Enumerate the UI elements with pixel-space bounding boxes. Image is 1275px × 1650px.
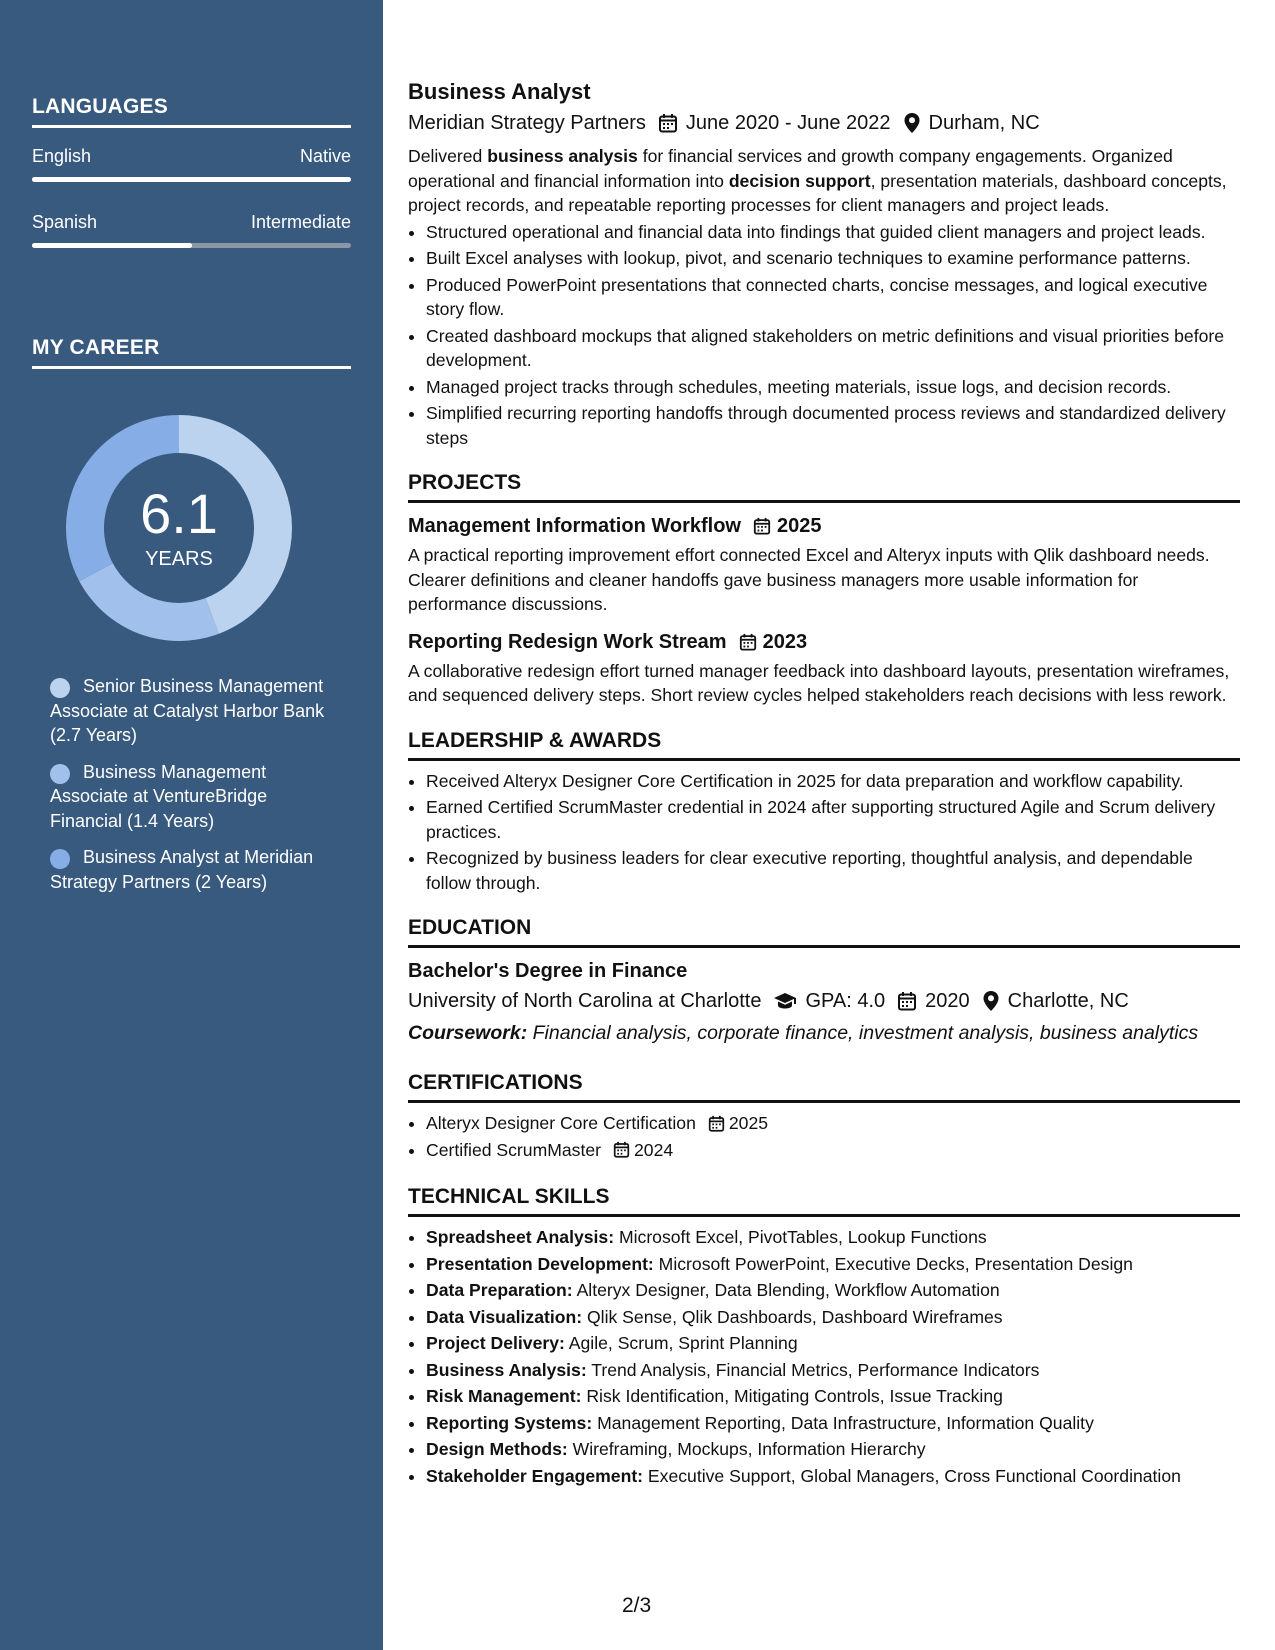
certification-list [408, 1111, 1240, 1162]
career-item-text: Business Analyst at Meridian Strategy Partners (2 Years) [50, 847, 314, 892]
section-heading: TECHNICAL SKILLS [408, 1184, 1240, 1217]
location-pin-icon [982, 990, 1000, 1012]
job-dates: June 2020 - June 2022 [685, 112, 891, 134]
language-proficiency-bar [32, 243, 351, 248]
language-spanish [32, 212, 351, 248]
project-description: A practical reporting improvement effort connected Excel and Alteryx inputs with Qlik dashboard needs. Clearer definitions and cleaner handoffs gave business managers more usable information for performance discussions. [408, 545, 1210, 614]
career-item [50, 760, 340, 834]
section-heading: PROJECTS [408, 470, 1240, 503]
language-name: Spanish [32, 212, 98, 232]
project-title: Management Information Workflow 2025 [408, 515, 822, 537]
calendar-icon [708, 1115, 725, 1132]
calendar-icon [739, 633, 757, 651]
project-description: A collaborative redesign effort turned manager feedback into dashboard layouts, presentation wireframes, and sequenced delivery steps. Short review cycles helped stakeholders reach decisions with less rework. [408, 660, 1230, 705]
language-proficiency-fill [32, 243, 192, 248]
job-title: Business Analyst [408, 79, 591, 104]
career-dot-icon [50, 764, 70, 784]
coursework: Coursework: Financial analysis, corporate finance, investment analysis, business analytics [408, 1022, 1199, 1044]
career-dot-icon [50, 678, 70, 698]
keyword: business analysis [487, 146, 638, 166]
career-item-text: Business Management Associate at VentureBridge Financial (1.4 Years) [50, 761, 268, 831]
job-bullets [408, 220, 1240, 451]
list-item: • Certified ScrumMaster 2024 [426, 1138, 1240, 1163]
list-item: • Received Alteryx Designer Core Certification in 2025 for data preparation and workflow capability. [426, 769, 1240, 794]
list-item: • Design Methods: Wireframing, Mockups, Information Hierarchy [426, 1437, 1240, 1462]
list-item: • Simplified recurring reporting handoffs through documented process reviews and standardized delivery steps [426, 401, 1240, 450]
career-list [50, 674, 340, 906]
languages-heading: LANGUAGES [32, 95, 351, 128]
career-item-text: Senior Business Management Associate at Catalyst Harbor Bank (2.7 Years) [50, 676, 325, 745]
list-item: • Reporting Systems: Management Reporting, Data Infrastructure, Information Quality [426, 1411, 1240, 1436]
career-item [50, 845, 340, 894]
list-item: • Structured operational and financial data into findings that guided client managers and project leads. [426, 220, 1240, 245]
list-item: • Managed project tracks through schedules, meeting materials, issue logs, and decision records. [426, 375, 1240, 400]
project-year: 2023 [762, 630, 808, 653]
career-donut-chart [66, 415, 292, 641]
education-section [408, 915, 1240, 1046]
job-location: Durham, NC [928, 112, 1040, 134]
list-item: • Stakeholder Engagement: Executive Support, Global Managers, Cross Functional Coordination [426, 1464, 1240, 1489]
graduation-cap-icon [773, 992, 797, 1010]
experience-entry [408, 78, 1240, 450]
list-item: • Data Preparation: Alteryx Designer, Data Blending, Workflow Automation [426, 1278, 1240, 1303]
project-year: 2025 [776, 515, 822, 537]
language-english [32, 146, 351, 182]
section-heading: CERTIFICATIONS [408, 1070, 1240, 1103]
career-dot-icon [50, 849, 70, 869]
leadership-section [408, 728, 1240, 896]
company-name: Meridian Strategy Partners [408, 112, 646, 134]
section-heading: LEADERSHIP & AWARDS [408, 728, 1240, 761]
list-item: • Built Excel analyses with lookup, pivot, and scenario techniques to examine performance patterns. [426, 246, 1240, 271]
page-number: 2/3 [622, 1594, 652, 1617]
calendar-icon [658, 113, 678, 133]
gpa: GPA: 4.0 [805, 990, 886, 1012]
skills-list [408, 1225, 1240, 1488]
list-item: • Business Analysis: Trend Analysis, Financial Metrics, Performance Indicators [426, 1358, 1240, 1383]
school-name: University of North Carolina at Charlotte [408, 990, 762, 1012]
list-item: • Recognized by business leaders for clear executive reporting, thoughtful analysis, and dependable follow through. [426, 846, 1240, 895]
location-pin-icon [903, 112, 921, 134]
donut-center [66, 415, 292, 641]
calendar-icon [613, 1141, 630, 1158]
career-section [32, 336, 351, 369]
job-meta [408, 110, 1240, 136]
sidebar [0, 0, 383, 1650]
keyword: decision support [728, 170, 871, 191]
graduation-year: 2020 [925, 990, 970, 1012]
main-content [408, 78, 1240, 1490]
project-title: Reporting Redesign Work Stream 2023 [408, 630, 808, 653]
section-heading: EDUCATION [408, 915, 1240, 948]
list-item: • Presentation Development: Microsoft PowerPoint, Executive Decks, Presentation Design [426, 1252, 1240, 1277]
language-level: Native [299, 146, 351, 166]
projects-section [408, 470, 1240, 708]
list-item: • Data Visualization: Qlik Sense, Qlik Dashboards, Dashboard Wireframes [426, 1305, 1240, 1330]
list-item: • Project Delivery: Agile, Scrum, Sprint Planning [426, 1331, 1240, 1356]
list-item: • Earned Certified ScrumMaster credential in 2024 after supporting structured Agile and Scrum delivery practices. [426, 795, 1240, 844]
list-item: • Created dashboard mockups that aligned stakeholders on metric definitions and visual priorities before development. [426, 324, 1240, 373]
school-location: Charlotte, NC [1007, 990, 1129, 1012]
calendar-icon [897, 991, 917, 1011]
career-total: 6.1 [140, 481, 218, 545]
job-summary: Delivered business analysis for financial services and growth company engagements. Organized operational and financial information into decision support, presentation materials, dashboard concepts, project records, and repeatable reporting processes for client managers and project leads. [408, 146, 1227, 215]
career-item [50, 674, 340, 748]
certifications-section [408, 1070, 1240, 1162]
degree-title: Bachelor's Degree in Finance [408, 960, 688, 982]
list-item: • Spreadsheet Analysis: Microsoft Excel, PivotTables, Lookup Functions [426, 1225, 1240, 1250]
languages-section [32, 95, 351, 248]
career-unit: YEARS [145, 547, 213, 570]
skills-section [408, 1184, 1240, 1488]
language-proficiency-fill [32, 177, 351, 182]
career-heading: MY CAREER [32, 336, 351, 369]
language-level: Intermediate [250, 212, 351, 232]
leadership-list [408, 769, 1240, 896]
list-item: • Produced PowerPoint presentations that connected charts, concise messages, and logical executive story flow. [426, 273, 1240, 322]
calendar-icon [753, 517, 771, 535]
language-name: English [32, 146, 92, 166]
list-item: • Risk Management: Risk Identification, Mitigating Controls, Issue Tracking [426, 1384, 1240, 1409]
language-proficiency-bar [32, 177, 351, 182]
education-meta [408, 988, 1240, 1014]
list-item: • Alteryx Designer Core Certification 2025 [426, 1111, 1240, 1136]
